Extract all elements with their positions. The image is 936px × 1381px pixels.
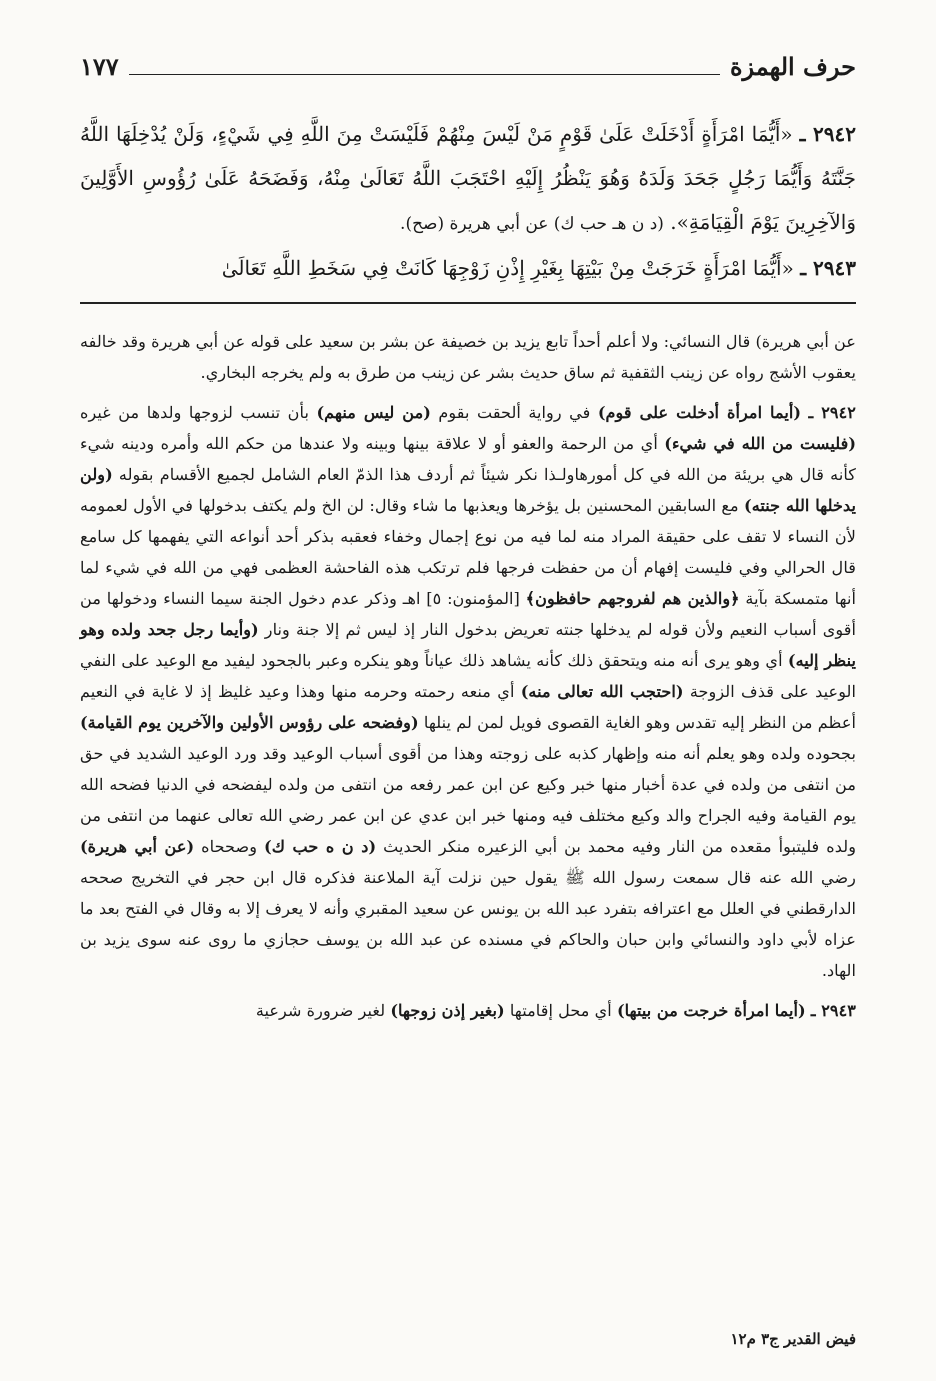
commentary-text: أي وهو يرى أنه منه ويتحقق ذلك كأنه يشاهد ذلك عياناً وهو ينكره وعبر بالجحود ليفيد مع الوعيد على النفي الوعيد على قذف الزوجة	[80, 651, 856, 701]
quran-verse: ﴿والذين هم لفروجهم حافظون﴾	[525, 589, 740, 608]
hadith-2942	[80, 112, 856, 246]
quoted-phrase: (أيما امرأة أدخلت على قوم)	[597, 403, 802, 422]
hadith-text-block	[80, 112, 856, 290]
header-rule	[129, 74, 720, 75]
commentary-text: أي منعه رحمته وحرمه منها وهذا وعيد غليظ إذ لا غاية في النعيم أعظم من النظر إليه تقدس وهو الغاية القصوى فويل لمن لم ينلها	[80, 682, 856, 732]
hadith-text: «أَيُّمَا امْرَأَةٍ خَرَجَتْ مِنْ بَيْتِهَا بِغَيْرِ إِذْنِ زَوْجِهَا كَانَتْ فِي سَخَطِ اللَّهِ تَعَالَىٰ	[221, 256, 794, 280]
quoted-phrase: (عن أبي هريرة)	[80, 837, 195, 856]
quoted-phrase: (احتجب الله تعالى منه)	[520, 682, 684, 701]
section-divider	[80, 302, 856, 304]
quoted-phrase: (ولن يدخلها الله جنته)	[80, 465, 856, 515]
hadith-2943	[80, 246, 856, 290]
quoted-phrase: (فليست من الله في شيء)	[664, 434, 856, 453]
page-number: ١٧٧	[80, 52, 119, 81]
commentary-paragraph: عن أبي هريرة) قال النسائي: ولا أعلم أحداً تابع يزيد بن خصيفة عن بشر بن سعيد على قوله عن أبي هريرة وقد خالفه يعقوب الأشج رواه عن زينب الثقفية ثم ساق حديث بشر عن زينب من طرق به ولم يخرجه البخاري.	[80, 332, 856, 382]
hadith-source: (د ن هـ حب ك) عن أبي هريرة (صح).	[400, 214, 664, 234]
commentary-text: بأن تنسب لزوجها ولدها من غيره	[80, 403, 317, 422]
commentary-text: أي من الرحمة والعفو أو لا علاقة بينها وبينه ولا عندها من حكم الله وأمره ودينه شيء كأنه قال هي بريئة من الله في كل أمورهاولـذا نكر شيئاً ثم أردف هذا الذمّ العام الشامل لجميع الأقسام بقوله	[80, 434, 856, 484]
commentary-text: مع السابقين المحسنين بل يؤخرها ويعذبها ما شاء وقال: لن الخ ولم يكتف بدخولها في الأول لعمومه لأن النساء لا تقف على حقيقة المراد منه لما فيه من نوع إجمال وخفاء فعقبه بذكر أحد أنواعه التي يفهمها كل سامع قال الحرالي وفي فليست إفهام أن من حفظت فرجها فلم ترتكب هذه الفاحشة العظمى فهي من الله في شيء لما أنها متمسكة بآية	[80, 496, 856, 608]
signature-mark: فيض القدير ج٣ م١٢	[730, 1330, 856, 1348]
quoted-phrase: (بغير إذن زوجها)	[390, 1001, 505, 1020]
page-header	[80, 52, 856, 92]
quoted-phrase: (من ليس منهم)	[316, 403, 431, 422]
chapter-title: حرف الهمزة	[729, 52, 856, 81]
commentary-text: وصححاه	[194, 837, 265, 856]
commentary-text: [المؤمنون: ٥] اهـ وذكر عدم دخول الجنة سيما النساء ودخولها من أقوى أسباب النعيم ولأن قوله لم يدخلها جنته تعريض بدخول النار إذ ليس ثم إلا جنة ونار	[80, 589, 856, 639]
commentary-text: في رواية ألحقت بقوم	[430, 403, 598, 422]
hadith-text: «أَيُّمَا امْرَأَةٍ أَدْخَلَتْ عَلَىٰ قَوْمٍ مَنْ لَيْسَ مِنْهُمْ فَلَيْسَتْ مِنَ اللَّهِ فِي شَيْءٍ، وَلَنْ يُدْخِلَهَا اللَّهُ جَنَّتَهُ وَأَيُّمَا رَجُلٍ جَحَدَ وَلَدَهُ وَهُوَ يَنْظُرُ إِلَيْهِ احْتَجَبَ اللَّهُ تَعَالَىٰ مِنْهُ، وَفَضَحَهُ عَلَىٰ رُؤُوسِ الأَوَّلِينَ وَالآخِرِينَ يَوْمَ الْقِيَامَةِ».	[80, 122, 856, 234]
commentary-paragraph	[80, 995, 856, 1026]
quoted-phrase: (د ن ه حب ك)	[264, 837, 377, 856]
commentary-block	[80, 326, 856, 1026]
book-page	[80, 52, 856, 1035]
commentary-text: بجحوده ولده وهو يعلم أنه منه وإظهار كذبه على زوجته وهذا من أقوى أسباب الوعيد وقد ورد الوعيد الشديد في حق من انتفى من ولده في عدة أخبار منها خبر وكيع عن ابن عمر رفعه من انتفى من ولده ليفضحه في الدنيا فضحه الله يوم القيامة وفيه الجراح والد وكيع مختلف فيه ومنها خبر ابن عدي عن ابن عمر رضي الله تعالى عنهما من انتفى من ولده فليتبوأ مقعده من النار وفيه محمد بن أبي الزعيره منكر الحديث	[80, 744, 857, 856]
commentary-paragraph	[80, 397, 856, 986]
quoted-phrase: (وفضحه على رؤوس الأولين والآخرين يوم القيامة)	[80, 713, 419, 732]
commentary-text: رضي الله عنه قال سمعت رسول الله ﷺ يقول حين نزلت آية الملاعنة فذكره قال ابن حجر في التخريج صححه الدارقطني في العلل مع اعترافه بتفرد عبد الله بن يونس عن سعيد المقبري وأنه لا يعرف إلا به وقال في الفتح بعد ما عزاه لأبي داود والنسائي وابن حبان والحاكم في مسنده عن عبد الله بن يوسف حجازي ما روى عنه سوى يزيد بن الهاد.	[80, 868, 856, 980]
hadith-number: ٢٩٤٣ ـ	[800, 256, 856, 280]
quoted-phrase: (أيما امرأة خرجت من بيتها)	[616, 1001, 806, 1020]
commentary-number: ٢٩٤٣ ـ	[810, 1001, 856, 1020]
commentary-text: لغير ضرورة شرعية	[255, 1001, 391, 1020]
hadith-number: ٢٩٤٢ ـ	[799, 122, 857, 146]
quoted-phrase: (وأيما رجل جحد ولده وهو ينظر إليه)	[80, 620, 856, 670]
commentary-text: أي محل إقامتها	[504, 1001, 617, 1020]
commentary-number: ٢٩٤٢ ـ	[808, 403, 856, 422]
